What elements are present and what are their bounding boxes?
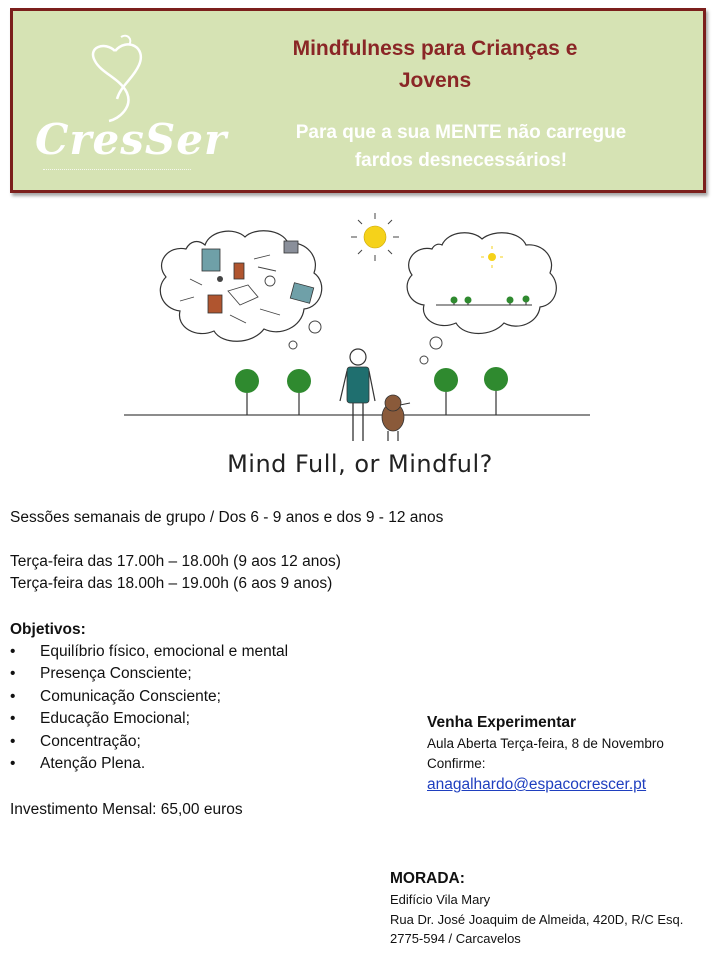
visit-heading: Venha Experimentar (427, 714, 577, 731)
sessions-text: Sessões semanais de grupo / Dos 6 - 9 anos e dos 9 - 12 anos (10, 509, 444, 526)
address-line-3: 2775-594 / Carcavelos (390, 931, 521, 946)
logo-text: CresSer (35, 115, 228, 164)
open-class-date: Aula Aberta Terça-feira, 8 de Novembro (427, 736, 664, 751)
list-item (10, 686, 288, 708)
list-item (10, 731, 288, 753)
person-figure (340, 349, 375, 441)
cresser-logo (35, 33, 228, 183)
subtitle-line-2: fardos desnecessários! (354, 150, 568, 171)
list-item (10, 663, 288, 685)
objectives-heading: Objetivos: (10, 621, 86, 638)
logo-tagline-rule (43, 169, 191, 173)
header-banner (10, 8, 706, 193)
bullet-icon: • (10, 687, 16, 705)
thought-bubble-dot (309, 321, 321, 333)
page-subtitle (251, 119, 671, 175)
tree-icon (235, 369, 259, 415)
busy-thought-cloud (160, 231, 321, 342)
list-item (10, 708, 288, 730)
session-time-1: Terça-feira das 17.00h – 18.00h (9 aos 12 anos) (10, 553, 341, 570)
objective-text: Comunicação Consciente; (40, 687, 221, 705)
monthly-investment: Investimento Mensal: 65,00 euros (10, 801, 243, 818)
illustration-caption: Mind Full, or Mindful? (227, 450, 493, 478)
subtitle-line-1: Para que a sua MENTE não carregue (295, 122, 627, 143)
objective-text: Equilíbrio físico, emocional e mental (40, 643, 289, 660)
calm-thought-cloud (407, 233, 556, 334)
bullet-icon: • (10, 643, 16, 660)
session-times (10, 551, 341, 595)
address-line-2: Rua Dr. José Joaquim de Almeida, 420D, R/C Esq. (390, 911, 684, 927)
session-time-2: Terça-feira das 18.00h – 19.00h (6 aos 9 anos) (10, 575, 333, 592)
visit-box (427, 712, 717, 796)
page-title (245, 33, 625, 97)
thought-bubble-dot (430, 337, 442, 349)
contact-email-link[interactable]: anagalhardo@espacocrescer.pt (427, 776, 647, 793)
bullet-icon: • (10, 732, 16, 750)
title-line-1: Mindfulness para Crianças e (292, 37, 578, 60)
title-line-2: Jovens (398, 69, 472, 92)
bullet-icon: • (10, 665, 16, 683)
thought-bubble-dot (420, 356, 428, 364)
list-item (10, 641, 288, 663)
thought-bubble-dot (289, 341, 297, 349)
bullet-icon: • (10, 755, 16, 773)
objectives-list (10, 641, 288, 775)
objective-text: Educação Emocional; (40, 710, 190, 728)
tree-icon (287, 369, 311, 415)
objective-text: Atenção Plena. (40, 755, 146, 773)
confirm-label: Confirme: (427, 756, 486, 771)
sun-icon (351, 213, 399, 261)
dog-figure (382, 395, 410, 441)
address-line-1: Edifício Vila Mary (390, 892, 491, 907)
address-box (390, 868, 715, 949)
list-item (10, 753, 288, 775)
objective-text: Presença Consciente; (40, 665, 192, 683)
tree-icon (484, 367, 508, 415)
tree-icon (434, 368, 458, 415)
address-heading: MORADA: (390, 870, 465, 887)
bullet-icon: • (10, 710, 16, 728)
objective-text: Concentração; (40, 732, 141, 750)
